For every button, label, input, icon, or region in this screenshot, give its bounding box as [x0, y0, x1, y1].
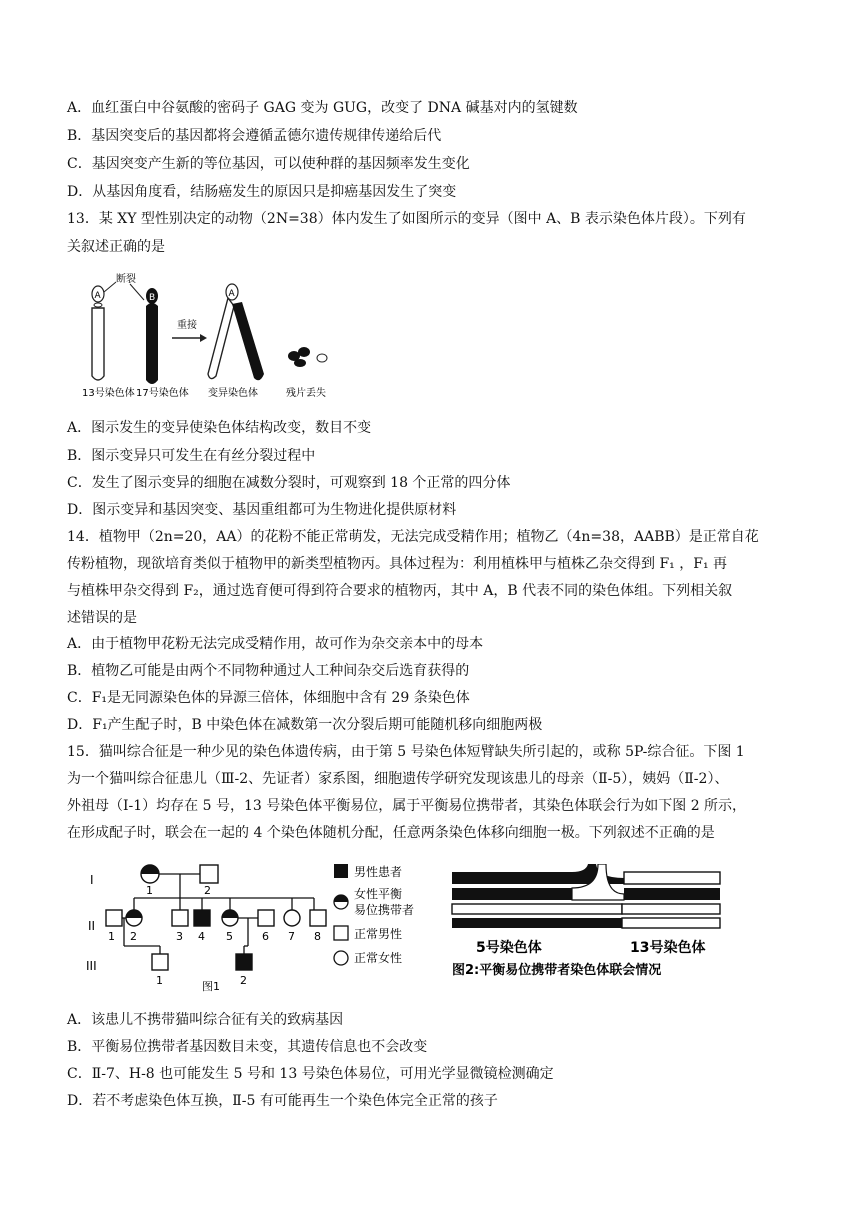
chr13-body: [92, 308, 104, 380]
legend-normal-female: 正常女性: [354, 951, 403, 965]
pedigree-ii-4: [194, 910, 210, 926]
chr5-bar-1: [452, 872, 572, 884]
chr5-bar-2: [452, 888, 572, 900]
num-i-2: 2: [204, 884, 211, 897]
pedigree-i-1: [141, 865, 159, 883]
chr17-label: 17号染色体: [136, 388, 189, 399]
gen-i-label: I: [90, 873, 94, 887]
gen-ii-label: II: [88, 919, 96, 933]
num-i-1: 1: [146, 884, 153, 897]
legend-normal-male: 正常男性: [354, 927, 403, 941]
fragment-dark-2: [298, 347, 310, 357]
legend-carrier-symbol: [334, 895, 348, 909]
chr17-body: [146, 303, 158, 384]
q14-stem-line-3: 与植株甲杂交得到 F₂，通过选育便可得到符合要求的植物丙，其中 A，B 代表不同的染色体组。下列相关叙: [67, 583, 733, 599]
q14-stem-line-2: 传粉植物，现欲培育类似于植物甲的新类型植物丙。具体过程为：利用植株甲与植株乙杂交得到 F₁ ，F₁ 再: [67, 556, 728, 572]
q14-stem-line-1: 14．植物甲（2n=20，AA）的花粉不能正常萌发，无法完成受精作用；植物乙（4n=38，AABB）是正常自花: [67, 529, 759, 545]
fragment-dark-3: [294, 359, 306, 367]
num-ii-4: 4: [198, 930, 205, 943]
legend-normal-male-symbol: [334, 926, 348, 940]
num-iii-1: 1: [156, 974, 163, 987]
num-ii-5: 5: [226, 930, 233, 943]
q15-stem-line-4: 在形成配子时，联会在一起的 4 个染色体随机分配，任意两条染色体移向细胞一极。下列叙述不正确的是: [67, 825, 715, 841]
q12-option-b: B．基因突变后的基因都将会遵循孟德尔遗传规律传递给后代: [67, 128, 442, 144]
chr13-seg-a-label: A: [94, 291, 101, 301]
recomb-label: 重接: [177, 320, 197, 331]
legend-carrier-line-2: 易位携带者: [354, 903, 415, 917]
q13-option-d: D．图示变异和基因突变、基因重组都可为生物进化提供原材料: [67, 502, 457, 518]
num-iii-2: 2: [240, 974, 247, 987]
variant-seg-a-label: A: [228, 289, 235, 299]
legend-male-patient: 男性患者: [354, 865, 403, 879]
fragment-light: [317, 354, 327, 362]
q15-stem-line-3: 外祖母（I-1）均存在 5 号，13 号染色体平衡易位，属于平衡易位携带者，其染色体联会行为如下图 2 所示，: [67, 798, 747, 814]
recomb-arrowhead: [200, 334, 207, 342]
q13-option-a: A．图示发生的变异使染色体结构改变，数目不变: [67, 420, 372, 436]
legend-normal-female-symbol: [334, 951, 348, 965]
pedigree-ii-8: [310, 910, 326, 926]
variant-left-arm: [208, 298, 234, 379]
q14-option-c: C．F₁是无同源染色体的异源三倍体，体细胞中含有 29 条染色体: [67, 690, 470, 706]
q12-option-d: D．从基因角度看，结肠癌发生的原因只是抑癌基因发生了突变: [67, 184, 457, 200]
chr13-bar-3: [622, 904, 720, 914]
chr17-seg-b-label: B: [149, 293, 156, 303]
pedigree-i-2: [200, 865, 218, 883]
q15-synapsis-figure: [448, 864, 738, 984]
q15-option-c: C．Ⅱ-7、H-8 也可能发生 5 号和 13 号染色体易位，可用光学显微镜检测确定: [67, 1066, 554, 1082]
pedigree-ii-3: [172, 910, 188, 926]
break-pointer-1: [104, 282, 116, 292]
num-ii-6: 6: [262, 930, 269, 943]
num-ii-8: 8: [314, 930, 321, 943]
pedigree-ii-5: [222, 910, 238, 926]
q15-option-d: D．若不考虑染色体互换，Ⅱ-5 有可能再生一个染色体完全正常的孩子: [67, 1093, 498, 1109]
chr5-bar-3: [452, 904, 622, 914]
variant-right-arm: [232, 302, 264, 380]
pedigree-ii-2: [126, 910, 142, 926]
chr13-label: 13号染色体: [630, 940, 706, 956]
q15-option-a: A．该患儿不携带猫叫综合征有关的致病基因: [67, 1012, 344, 1028]
break-label: 断裂: [116, 274, 136, 285]
q13-option-b: B．图示变异只可发生在有丝分裂过程中: [67, 448, 316, 464]
q12-option-c: C．基因突变产生新的等位基因，可以使种群的基因频率发生变化: [67, 156, 470, 172]
legend-carrier-line-1: 女性平衡: [354, 887, 403, 901]
break-pointer-2: [130, 284, 144, 300]
num-ii-1: 1: [108, 930, 115, 943]
num-ii-3: 3: [176, 930, 183, 943]
q13-stem-line-1: 13．某 XY 型性别决定的动物（2N=38）体内发生了如图所示的变异（图中 A、B 表示染色体片段）。下列有: [67, 211, 746, 227]
chr13-label: 13号染色体: [82, 388, 135, 399]
q14-option-b: B．植物乙可能是由两个不同物种通过人工种间杂交后选育获得的: [67, 663, 470, 679]
q15-stem-line-2: 为一个猫叫综合征患儿（Ⅲ-2、先证者）家系图，细胞遗传学研究发现该患儿的母亲（Ⅱ-5），姨妈（Ⅱ-2）、: [67, 771, 729, 787]
lost-label: 残片丢失: [286, 388, 326, 399]
q13-option-c: C．发生了图示变异的细胞在减数分裂时，可观察到 18 个正常的四分体: [67, 475, 511, 491]
q13-chromosome-figure: [82, 268, 342, 408]
pedigree-ii-1: [106, 910, 122, 926]
gen-iii-label: III: [86, 959, 97, 973]
variant-label: 变异染色体: [208, 388, 258, 399]
chr13-bar-2: [624, 888, 720, 900]
chr5-bar-4: [452, 918, 622, 928]
num-ii-7: 7: [288, 930, 295, 943]
q15-option-b: B．平衡易位携带者基因数目未变，其遗传信息也不会改变: [67, 1039, 428, 1055]
chr13-bar-1: [624, 872, 720, 884]
figure2-caption: 图2:平衡易位携带者染色体联会情况: [452, 963, 662, 978]
figure1-caption: 图1: [202, 980, 220, 993]
q14-option-a: A．由于植物甲花粉无法完成受精作用，故可作为杂交亲本中的母本: [67, 636, 484, 652]
q15-pedigree-figure: [84, 858, 434, 998]
pedigree-iii-2: [236, 954, 252, 970]
chr13-centromere: [94, 303, 102, 307]
pedigree-iii-1: [152, 954, 168, 970]
num-ii-2: 2: [130, 930, 137, 943]
pedigree-ii-7: [284, 910, 300, 926]
q15-stem-line-1: 15．猫叫综合征是一种少见的染色体遗传病，由于第 5 号染色体短臂缺失所引起的，或称 5P-综合征。下图 1: [67, 744, 745, 760]
q12-option-a: A．血红蛋白中谷氨酸的密码子 GAG 变为 GUG，改变了 DNA 碱基对内的氢键数: [67, 100, 578, 116]
pedigree-ii-6: [258, 910, 274, 926]
chr5-label: 5号染色体: [476, 940, 542, 956]
q13-stem-line-2: 关叙述正确的是: [67, 239, 165, 255]
legend-male-patient-symbol: [334, 864, 348, 878]
q14-option-d: D．F₁产生配子时，B 中染色体在减数第一次分裂后期可能随机移向细胞两极: [67, 717, 543, 733]
chr13-bar-4: [622, 918, 720, 928]
q14-stem-line-4: 述错误的是: [67, 610, 137, 626]
